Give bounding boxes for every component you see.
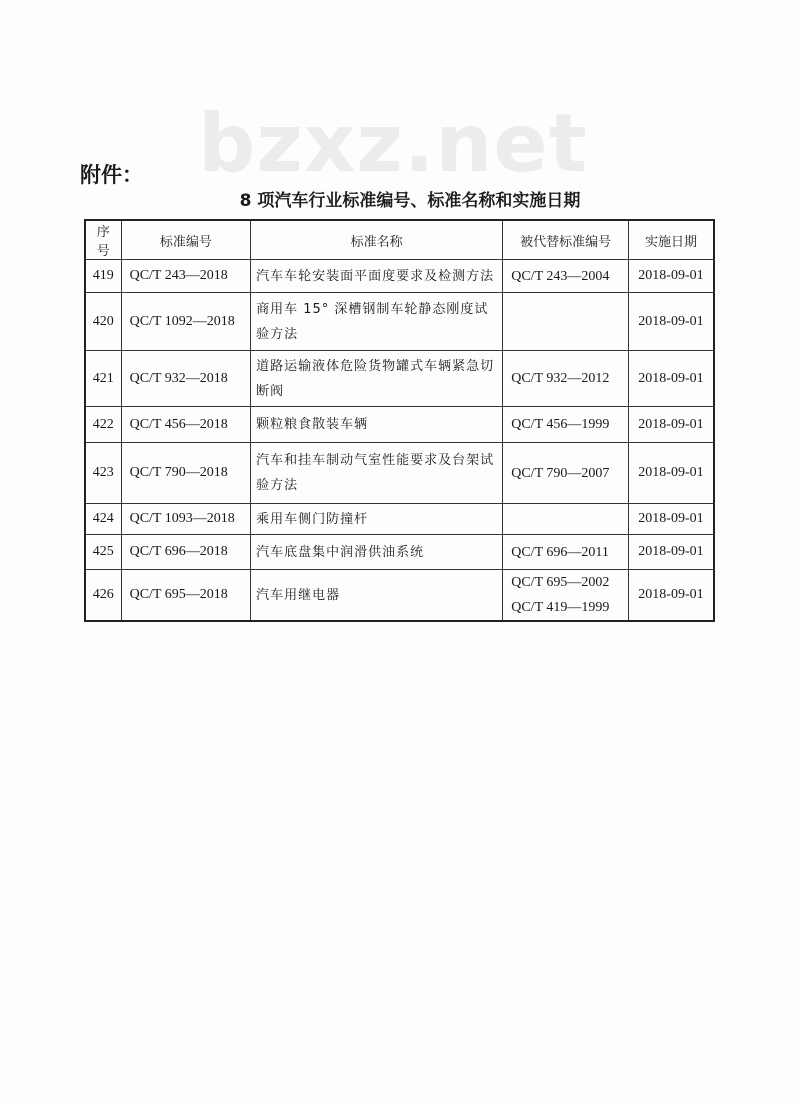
implementation-date: 2018-09-01 [628, 351, 714, 407]
implementation-date: 2018-09-01 [628, 260, 714, 293]
watermark: bzxz.net [198, 97, 588, 190]
document-title: 8 项汽车行业标准编号、标准名称和实施日期 [239, 191, 581, 211]
replaced-codes [503, 535, 629, 570]
table-row [85, 504, 714, 535]
row-number: 422 [85, 407, 121, 443]
standard-name: 汽车车轮安装面平面度要求及检测方法 [251, 260, 503, 293]
standard-code: QC/T 1092—2018 [121, 293, 251, 351]
row-number: 426 [85, 570, 121, 622]
attachment-label: 附件： [80, 163, 143, 187]
replaced-codes [503, 570, 629, 622]
replaced-code: QC/T 790—2007 [511, 465, 610, 481]
standard-name: 商用车 15° 深槽钢制车轮静态刚度试验方法 [251, 293, 503, 351]
standard-name: 道路运输液体危险货物罐式车辆紧急切断阀 [251, 351, 503, 407]
replaced-codes [503, 443, 629, 504]
replaced-codes [503, 260, 629, 293]
table-row [85, 260, 714, 293]
table-row [85, 535, 714, 570]
table-row [85, 570, 714, 622]
standard-name: 汽车和挂车制动气室性能要求及台架试验方法 [251, 443, 503, 504]
table-row [85, 293, 714, 351]
header-name: 标准名称 [251, 220, 503, 260]
replaced-code: QC/T 932—2012 [511, 371, 610, 386]
header-no: 序号 [85, 220, 121, 260]
implementation-date: 2018-09-01 [628, 443, 714, 504]
standard-code: QC/T 1093—2018 [121, 504, 251, 535]
table-row [85, 443, 714, 504]
standard-code: QC/T 932—2018 [121, 351, 251, 407]
implementation-date: 2018-09-01 [628, 293, 714, 351]
replaced-codes [503, 351, 629, 407]
table-row [85, 407, 714, 443]
header-code: 标准编号 [121, 220, 251, 260]
replaced-code: QC/T 696—2011 [511, 544, 609, 560]
header-date: 实施日期 [628, 220, 714, 260]
row-number: 424 [85, 504, 121, 535]
row-number: 421 [85, 351, 121, 407]
standard-code: QC/T 243—2018 [121, 260, 251, 293]
standard-code: QC/T 790—2018 [121, 443, 251, 504]
replaced-codes [503, 407, 629, 443]
replaced-code: QC/T 695—2002 [511, 575, 610, 590]
row-number: 423 [85, 443, 121, 504]
replaced-codes [503, 504, 629, 535]
implementation-date: 2018-09-01 [628, 570, 714, 622]
header-replaced: 被代替标准编号 [503, 220, 629, 260]
implementation-date: 2018-09-01 [628, 407, 714, 443]
row-number: 420 [85, 293, 121, 351]
table-header-row [85, 220, 714, 260]
replaced-code: QC/T 419—1999 [511, 600, 610, 615]
replaced-code: QC/T 243—2004 [511, 268, 610, 284]
standard-name: 乘用车侧门防撞杆 [251, 504, 503, 535]
standard-name: 汽车用继电器 [251, 570, 503, 622]
replaced-code: QC/T 456—1999 [511, 417, 610, 432]
standards-table [84, 219, 715, 622]
replaced-codes [503, 293, 629, 351]
standard-code: QC/T 696—2018 [121, 535, 251, 570]
implementation-date: 2018-09-01 [628, 535, 714, 570]
standard-code: QC/T 456—2018 [121, 407, 251, 443]
row-number: 419 [85, 260, 121, 293]
standard-name: 颗粒粮食散装车辆 [251, 407, 503, 443]
standard-code: QC/T 695—2018 [121, 570, 251, 622]
table-row [85, 351, 714, 407]
standard-name: 汽车底盘集中润滑供油系统 [251, 535, 503, 570]
implementation-date: 2018-09-01 [628, 504, 714, 535]
row-number: 425 [85, 535, 121, 570]
